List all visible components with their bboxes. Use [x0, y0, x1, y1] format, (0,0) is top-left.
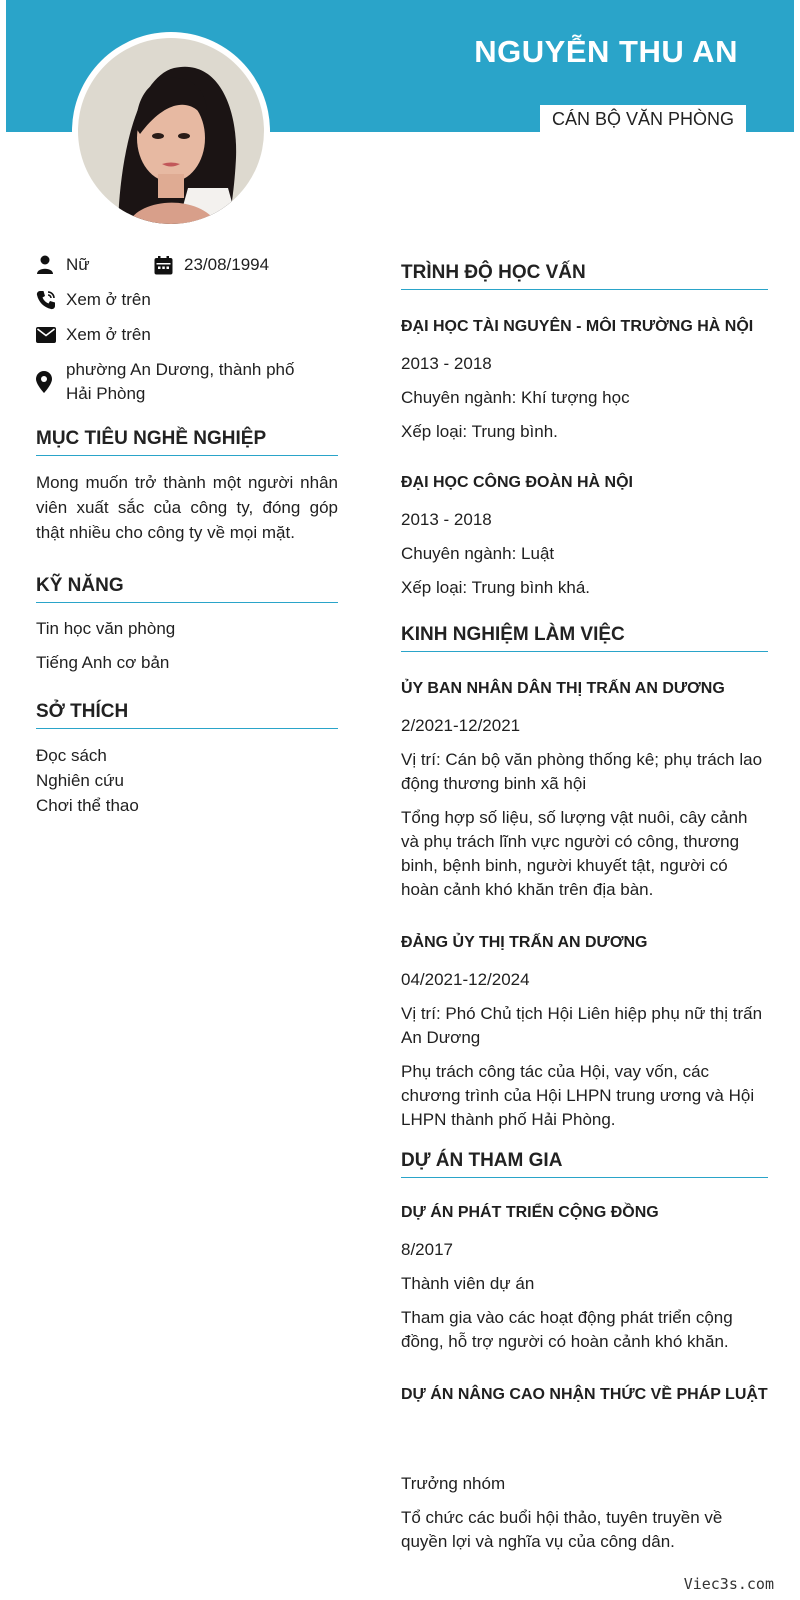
- education-period: 2013 - 2018: [401, 510, 492, 529]
- hobby-item: Nghiên cứu: [36, 771, 124, 790]
- project-period: [401, 1420, 768, 1444]
- mail-icon: [36, 323, 66, 347]
- email-value: Xem ở trên: [66, 325, 151, 344]
- hobbies-title: SỞ THÍCH: [36, 701, 338, 729]
- right-column: [401, 262, 768, 1554]
- profile-photo: [78, 38, 264, 224]
- organization-name: ỦY BAN NHÂN DÂN THỊ TRẤN AN DƯƠNG: [401, 680, 725, 697]
- education-entry: [401, 472, 768, 600]
- email-row: [36, 323, 338, 347]
- project-description: Tham gia vào các hoạt động phát triển cộng đồng, hỗ trợ người có hoàn cảnh khó khăn.: [401, 1308, 733, 1351]
- address-row: [36, 358, 338, 406]
- objective-title: MỤC TIÊU NGHỀ NGHIỆP: [36, 428, 338, 456]
- experience-title: KINH NGHIỆM LÀM VIỆC: [401, 624, 768, 652]
- user-icon: [36, 255, 66, 275]
- experience-description: Tổng hợp số liệu, số lượng vật nuôi, cây cảnh và phụ trách lĩnh vực người có công, thương binh, bệnh binh, người khuyết tật, người có hoàn cảnh khó khăn trên địa bàn.: [401, 808, 748, 899]
- project-name: DỰ ÁN PHÁT TRIỂN CỘNG ĐỒNG: [401, 1204, 659, 1221]
- skills-title: KỸ NĂNG: [36, 575, 338, 603]
- left-column: [36, 253, 338, 818]
- phone-icon: [36, 288, 66, 312]
- education-entry: [401, 316, 768, 444]
- education-major: Chuyên ngành: Luật: [401, 544, 555, 563]
- location-icon: [36, 370, 66, 394]
- experience-position: Vị trí: Phó Chủ tịch Hội Liên hiệp phụ nữ thị trấn An Dương: [401, 1004, 763, 1047]
- watermark: Viec3s.com: [683, 1575, 774, 1593]
- project-role: Thành viên dự án: [401, 1274, 535, 1293]
- phone-row: [36, 288, 338, 312]
- experience-description: Phụ trách công tác của Hội, vay vốn, các chương trình của Hội LHPN trung ương và Hội LHPN thành phố Hải Phòng.: [401, 1062, 755, 1129]
- project-entry: [401, 1384, 768, 1554]
- project-role: Trưởng nhóm: [401, 1474, 506, 1493]
- project-period: 8/2017: [401, 1240, 453, 1259]
- experience-entry: [401, 678, 768, 902]
- candidate-name: NGUYỄN THU AN: [474, 34, 738, 69]
- education-grade: Xếp loại: Trung bình.: [401, 422, 558, 441]
- education-period: 2013 - 2018: [401, 354, 492, 373]
- gender-row: [36, 253, 154, 277]
- skills-list: [36, 617, 338, 675]
- project-description: Tổ chức các buổi hội thảo, tuyên truyền về quyền lợi và nghĩa vụ của công dân.: [401, 1508, 723, 1551]
- education-major: Chuyên ngành: Khí tượng học: [401, 388, 630, 407]
- school-name: ĐẠI HỌC TÀI NGUYÊN - MÔI TRƯỜNG HÀ NỘI: [401, 318, 754, 335]
- calendar-icon: [154, 256, 184, 275]
- objective-text: Mong muốn trở thành một người nhân viên xuất sắc của công ty, đóng góp thật nhiều cho công ty về mọi mặt.: [36, 473, 338, 542]
- job-title: CÁN BỘ VĂN PHÒNG: [540, 105, 746, 133]
- skill-item: Tiếng Anh cơ bản: [36, 653, 170, 672]
- organization-name: ĐẢNG ỦY THỊ TRẤN AN DƯƠNG: [401, 934, 648, 951]
- experience-period: 04/2021-12/2024: [401, 970, 530, 989]
- birthday-row: [154, 253, 269, 277]
- experience-period: 2/2021-12/2021: [401, 716, 521, 735]
- projects-title: DỰ ÁN THAM GIA: [401, 1150, 768, 1178]
- hobby-item: Đọc sách: [36, 746, 107, 765]
- skill-item: Tin học văn phòng: [36, 619, 176, 638]
- hobby-item: Chơi thể thao: [36, 796, 139, 815]
- experience-entry: [401, 932, 768, 1132]
- education-title: TRÌNH ĐỘ HỌC VẤN: [401, 262, 768, 290]
- project-entry: [401, 1202, 768, 1354]
- project-name: DỰ ÁN NÂNG CAO NHẬN THỨC VỀ PHÁP LUẬT: [401, 1386, 768, 1403]
- education-grade: Xếp loại: Trung bình khá.: [401, 578, 591, 597]
- hobbies-list: [36, 743, 338, 818]
- avatar: [72, 32, 270, 230]
- school-name: ĐẠI HỌC CÔNG ĐOÀN HÀ NỘI: [401, 474, 633, 491]
- birthday-value: 23/08/1994: [184, 255, 270, 274]
- address-value: phường An Dương, thành phố Hải Phòng: [66, 360, 295, 403]
- gender-value: Nữ: [66, 255, 90, 274]
- experience-position: Vị trí: Cán bộ văn phòng thống kê; phụ trách lao động thương binh xã hội: [401, 750, 763, 793]
- phone-value: Xem ở trên: [66, 290, 151, 309]
